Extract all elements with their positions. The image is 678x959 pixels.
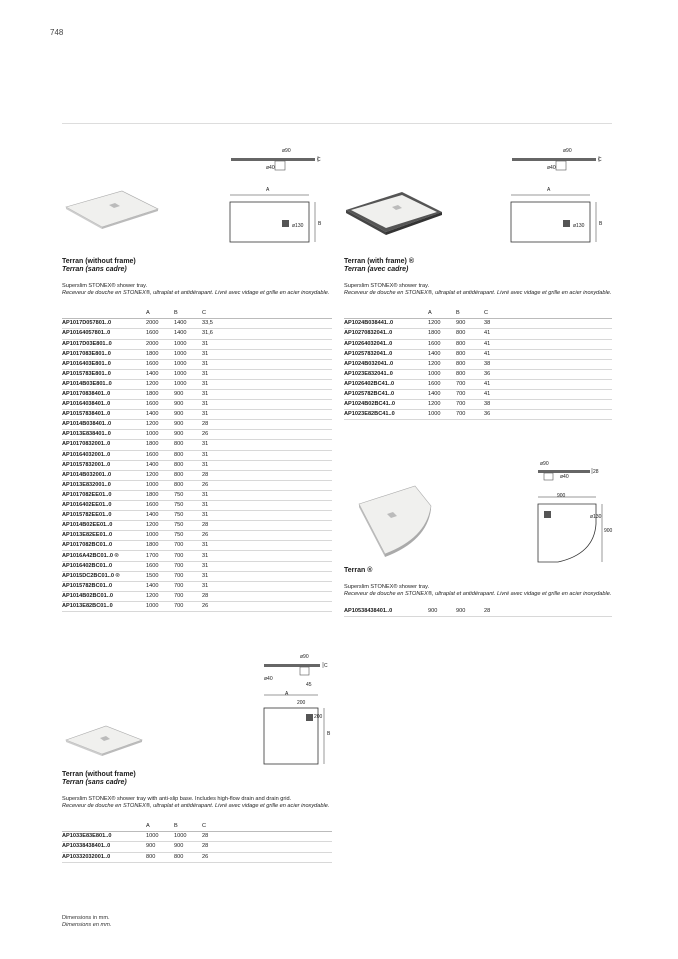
dimension-cell: 38 — [484, 359, 612, 369]
dimension-cell: 31 — [202, 490, 332, 500]
product-code: AP1014B03E801..0 — [62, 379, 146, 389]
dimension-cell: 1000 — [146, 601, 174, 611]
dimension-cell: 750 — [174, 511, 202, 521]
table-row — [62, 490, 332, 500]
section-title: Terran (without frame) — [62, 258, 136, 265]
dimension-cell: 26 — [202, 430, 332, 440]
dimension-cell: 700 — [174, 601, 202, 611]
dimension-cell: 700 — [174, 561, 202, 571]
section-terran-without-frame — [62, 258, 332, 612]
dimension-cell: 31 — [202, 460, 332, 470]
product-code: AP1025782BC41..0 — [344, 389, 428, 399]
table-row — [62, 551, 332, 561]
product-code: AP10270832041..0 — [344, 329, 428, 339]
dimension-cell: 800 — [174, 470, 202, 480]
square-tray-illustration — [64, 722, 144, 758]
table-row — [344, 359, 612, 369]
dimension-cell: 1400 — [174, 329, 202, 339]
dim-d40-4: ø40 — [264, 676, 273, 682]
dimension-cell: 31 — [202, 551, 332, 561]
product-code: AP1016402EE01..0 — [62, 501, 146, 511]
table-row — [344, 349, 612, 359]
product-code: AP1013E82BC01..0 — [62, 601, 146, 611]
dimension-cell: 1400 — [428, 389, 456, 399]
dim-d90-3: ø90 — [540, 461, 549, 467]
product-code: AP1015782BC01..0 — [62, 581, 146, 591]
dimension-cell: 800 — [174, 852, 202, 862]
dim-200-side: 200 — [314, 714, 323, 720]
dimension-cell: 31 — [202, 440, 332, 450]
dimension-cell: 31 — [202, 511, 332, 521]
product-code: AP10164057801..0 — [62, 329, 146, 339]
dimension-cell: 26 — [202, 601, 332, 611]
dimension-cell: 900 — [174, 389, 202, 399]
dimension-cell: 31 — [202, 389, 332, 399]
product-code: AP1013E838401..0 — [62, 430, 146, 440]
dimension-cell: 1600 — [146, 450, 174, 460]
product-code: AP1014B02EE01..0 — [62, 521, 146, 531]
dimension-cell: 700 — [456, 379, 484, 389]
table-row — [62, 480, 332, 490]
dimension-cell: 1000 — [174, 349, 202, 359]
dim-c: C — [317, 157, 321, 163]
table-row — [62, 852, 332, 862]
product-code: AP1014B02BC01..0 — [62, 591, 146, 601]
table-row — [62, 319, 332, 329]
product-code: AP10538438401..0 — [344, 607, 428, 617]
product-code: AP10157838401..0 — [62, 410, 146, 420]
dimension-cell: 1000 — [428, 410, 456, 420]
section-terran-square — [62, 771, 332, 863]
dim-d130-2: ø130 — [573, 223, 585, 229]
dimension-cell: 800 — [456, 339, 484, 349]
dimension-cell: 31 — [202, 369, 332, 379]
product-code: AP1017082EE01..0 — [62, 490, 146, 500]
dim-a: A — [266, 187, 270, 193]
table-row — [62, 561, 332, 571]
product-code: AP1017D03E801..0 — [62, 339, 146, 349]
dimension-cell: 900 — [174, 410, 202, 420]
dimension-cell: 31 — [202, 581, 332, 591]
dim-a-2: A — [547, 187, 551, 193]
product-code: AP1015782EE01..0 — [62, 511, 146, 521]
product-code: AP10332032001..0 — [62, 852, 146, 862]
dim-d90-2: ø90 — [563, 148, 572, 154]
dimension-cell: 1400 — [146, 369, 174, 379]
dimension-cell: 700 — [456, 400, 484, 410]
profile-drawing — [229, 150, 324, 176]
dimension-cell: 1800 — [146, 490, 174, 500]
square-profile-drawing — [262, 656, 332, 688]
product-code: AP1017082BC01..0 — [62, 541, 146, 551]
dimension-cell: 750 — [174, 490, 202, 500]
table-row — [344, 339, 612, 349]
table-row — [62, 531, 332, 541]
tray-illustration — [62, 185, 162, 235]
dimension-cell: 28 — [202, 591, 332, 601]
dimension-cell: 31 — [202, 561, 332, 571]
dimension-cell: 1000 — [146, 832, 174, 842]
product-code: AP1017083E801..0 — [62, 349, 146, 359]
table-row — [62, 420, 332, 430]
dimension-cell: 1600 — [146, 400, 174, 410]
page-number: 748 — [50, 28, 64, 37]
table-row — [62, 430, 332, 440]
dimension-cell: 31 — [202, 410, 332, 420]
table-row — [344, 329, 612, 339]
dim-d90-4: ø90 — [300, 654, 309, 660]
table-row — [62, 369, 332, 379]
dimension-cell: 700 — [174, 551, 202, 561]
dimension-cell: 31 — [202, 571, 332, 581]
table-row — [344, 379, 612, 389]
dimension-cell: 900 — [146, 842, 174, 852]
dimension-cell: 28 — [202, 832, 332, 842]
dimension-cell: 900 — [456, 319, 484, 329]
dimension-cell: 1000 — [174, 832, 202, 842]
product-code: AP1023E82BC41..0 — [344, 410, 428, 420]
dimension-cell: 700 — [174, 541, 202, 551]
product-table: A B C AP1017D057801..0 2000 1400 33,5 AP10164057801..0 1600 1400 31,6 AP1017D03E801..0 2000 1000 31 AP1017083E801..0 1800 1000 31 AP1016403E801..0 1600 1000 31 AP1015783E801..0 1400 1000 31 AP1014B03E801..0 1200 1000 31 AP10170838401..0 1800 900 31 AP10164038401..0 1600 900 31 AP10157838401..0 1400 900 31 AP1014B038401..0 1200 900 28 AP1013E838401..0 1000 900 26 AP10170832001..0 1800 800 31 AP10164032001..0 1600 800 31 AP10157832001..0 1400 800 31 AP1014B032001..0 1200 800 28 AP1013E832001..0 1000 800 26 AP1017082EE01..0 1800 750 31 AP1016402EE01..0 1600 750 31 AP1015782EE01..0 1400 750 31 AP1014B02EE01..0 1200 750 28 AP1013E82EE01..0 1000 750 26 AP1017082BC01..0 1800 700 31 AP1016A42BC01..0 ® 1700 700 31 AP1016402BC01..0 1600 700 31 AP1015DC2BC01..0 ® 1500 700 31 AP1015782BC01..0 1400 700 31 AP1014B02BC01..0 1200 700 28 AP1013E82BC01..0 1000 700 26 — [62, 308, 332, 612]
dimension-cell: 38 — [484, 319, 612, 329]
dimension-cell: 1200 — [146, 591, 174, 601]
section-title-fr: Terran (sans cadre) — [62, 779, 127, 786]
dim-a-4: A — [285, 691, 289, 697]
table-row — [62, 410, 332, 420]
product-table: A B C AP1024B038441..0 1200 900 38 AP10270832041..0 1800 800 41 AP10264032041..0 1600 800 41 AP10257832041..0 1400 800 41 AP1024B032041..0 1200 800 38 AP1023E832041..0 1000 800 36 AP1026402BC41..0 1600 700 41 AP1025782BC41..0 1400 700 41 AP1024B02BC41..0 1200 700 38 AP1023E82BC41..0 1000 700 36 — [344, 308, 612, 420]
dimension-cell: 800 — [146, 852, 174, 862]
dimension-cell: 700 — [456, 389, 484, 399]
table-row — [62, 571, 332, 581]
dimension-cell: 1200 — [428, 319, 456, 329]
dimension-cell: 900 — [174, 420, 202, 430]
section-title-fr: Terran (sans cadre) — [62, 266, 127, 273]
dimension-cell: 1400 — [174, 319, 202, 329]
product-code: AP10164032001..0 — [62, 450, 146, 460]
table-row — [344, 607, 612, 617]
dimension-cell: 1800 — [428, 329, 456, 339]
dimension-cell: 700 — [174, 571, 202, 581]
dimension-cell: 1800 — [146, 349, 174, 359]
dimension-cell: 41 — [484, 379, 612, 389]
dim-45: 45 — [306, 682, 312, 688]
dim-b: B — [318, 221, 322, 227]
profile-drawing-2 — [510, 150, 605, 176]
dimension-cell: 1000 — [146, 480, 174, 490]
tray-with-frame-illustration — [344, 188, 444, 238]
dimension-cell: 38 — [484, 400, 612, 410]
dimension-cell: 1400 — [428, 349, 456, 359]
product-code: AP1015783E801..0 — [62, 369, 146, 379]
dimension-cell: 31 — [202, 400, 332, 410]
product-code: AP1015DC2BC01..0 ® — [62, 571, 146, 581]
dimension-cell: 1000 — [174, 369, 202, 379]
dimension-cell: 41 — [484, 389, 612, 399]
dimension-cell: 26 — [202, 852, 332, 862]
quadrant-tray-illustration — [355, 484, 435, 559]
dimension-cell: 28 — [202, 420, 332, 430]
dim-900-top: 900 — [557, 493, 566, 499]
dimension-cell: 900 — [428, 607, 456, 617]
product-table: A B C AP1033E83E801..0 1000 1000 28 AP10338438401..0 900 900 28 AP10332032001..0 800 800 26 — [62, 821, 332, 863]
dimension-cell: 1800 — [146, 389, 174, 399]
product-code: AP1026402BC41..0 — [344, 379, 428, 389]
table-row — [62, 501, 332, 511]
table-row — [62, 450, 332, 460]
table-row — [62, 349, 332, 359]
dimension-cell: 1400 — [146, 410, 174, 420]
dimension-cell: 28 — [484, 607, 612, 617]
product-code: AP1024B038441..0 — [344, 319, 428, 329]
divider — [62, 123, 612, 124]
table-row — [62, 511, 332, 521]
dimension-cell: 700 — [456, 410, 484, 420]
product-code: AP1024B032041..0 — [344, 359, 428, 369]
dim-200-top: 200 — [297, 700, 306, 706]
quadrant-plan-drawing — [536, 494, 611, 564]
table-row — [62, 601, 332, 611]
dimension-cell: 800 — [174, 450, 202, 460]
product-code: AP10257832041..0 — [344, 349, 428, 359]
dimension-cell: 750 — [174, 531, 202, 541]
product-code: AP10157832001..0 — [62, 460, 146, 470]
table-row — [62, 521, 332, 531]
dimension-cell: 800 — [174, 460, 202, 470]
dimension-cell: 800 — [456, 359, 484, 369]
dimension-cell: 1000 — [146, 531, 174, 541]
dimension-cell: 1600 — [428, 379, 456, 389]
dim-d90: ø90 — [282, 148, 291, 154]
dimension-cell: 750 — [174, 521, 202, 531]
dimension-cell: 1200 — [146, 379, 174, 389]
dimension-cell: 900 — [174, 430, 202, 440]
table-row — [62, 581, 332, 591]
dimension-cell: 41 — [484, 339, 612, 349]
section-description: Superslim STONEX® shower tray. Receveur de douche en STONEX®, ultraplat et antidérapant. Livré avec vidage et grille en acier inoxydable. — [62, 283, 330, 297]
table-row — [344, 369, 612, 379]
table-row — [62, 440, 332, 450]
dimension-cell: 1500 — [146, 571, 174, 581]
dimension-cell: 2000 — [146, 339, 174, 349]
product-code: AP10170832001..0 — [62, 440, 146, 450]
dimension-cell: 1600 — [146, 561, 174, 571]
table-row — [344, 400, 612, 410]
dimension-cell: 800 — [456, 369, 484, 379]
dim-d130: ø130 — [292, 223, 304, 229]
product-code: AP10164038401..0 — [62, 400, 146, 410]
dim-d130-3: ø130 — [590, 514, 602, 520]
plan-drawing — [229, 192, 329, 252]
table-row — [344, 410, 612, 420]
table-row — [62, 591, 332, 601]
dimension-cell: 1000 — [428, 369, 456, 379]
dimension-cell: 31 — [202, 339, 332, 349]
dim-900-side: 900 — [604, 528, 613, 534]
product-code: AP1013E832001..0 — [62, 480, 146, 490]
product-code: AP1023E832041..0 — [344, 369, 428, 379]
section-title: Terran ® — [344, 567, 373, 574]
dimension-cell: 1700 — [146, 551, 174, 561]
dimension-cell: 1000 — [174, 359, 202, 369]
section-description: Superslim STONEX® shower tray. Receveur de douche en STONEX®, ultraplat et antidérapant. Livré avec vidage et grille en acier inoxydable. — [344, 584, 612, 598]
dimension-cell: 36 — [484, 410, 612, 420]
product-code: AP1014B038401..0 — [62, 420, 146, 430]
dim-d40-3: ø40 — [560, 474, 569, 480]
table-row — [62, 339, 332, 349]
dim-c-4: C — [324, 663, 328, 669]
table-row — [344, 389, 612, 399]
dimension-cell: 800 — [456, 329, 484, 339]
table-row — [62, 359, 332, 369]
dimension-cell: 31 — [202, 359, 332, 369]
dimension-cell: 1600 — [146, 359, 174, 369]
dim-d40: ø40 — [266, 165, 275, 171]
dimension-cell: 1200 — [146, 420, 174, 430]
dimension-cell: 1200 — [146, 521, 174, 531]
dimension-cell: 36 — [484, 369, 612, 379]
table-row — [62, 389, 332, 399]
footer-note: Dimensions in mm. Dimensions en mm. — [62, 915, 112, 928]
section-terran-quadrant — [344, 567, 612, 617]
dimension-cell: 31 — [202, 349, 332, 359]
dimension-cell: 1000 — [174, 379, 202, 389]
dimension-cell: 800 — [174, 480, 202, 490]
dimension-cell: 31 — [202, 379, 332, 389]
table-row — [62, 541, 332, 551]
dimension-cell: 41 — [484, 329, 612, 339]
table-row — [62, 842, 332, 852]
dimension-cell: 41 — [484, 349, 612, 359]
dimension-cell: 1600 — [146, 501, 174, 511]
dimension-cell: 26 — [202, 531, 332, 541]
product-code: AP1016403E801..0 — [62, 359, 146, 369]
section-title: Terran (with frame) ® — [344, 258, 414, 265]
dimension-cell: 28 — [202, 521, 332, 531]
dimension-cell: 28 — [202, 470, 332, 480]
table-row — [62, 460, 332, 470]
dimension-cell: 2000 — [146, 319, 174, 329]
product-code: AP1016A42BC01..0 ® — [62, 551, 146, 561]
dimension-cell: 31,6 — [202, 329, 332, 339]
product-code: AP1024B02BC41..0 — [344, 400, 428, 410]
product-code: AP10338438401..0 — [62, 842, 146, 852]
dimension-cell: 1800 — [146, 541, 174, 551]
dimension-cell: 1200 — [428, 359, 456, 369]
dimension-cell: 800 — [456, 349, 484, 359]
dimension-cell: 1200 — [428, 400, 456, 410]
section-title-fr: Terran (avec cadre) — [344, 266, 409, 273]
dimension-cell: 1800 — [146, 440, 174, 450]
dimension-cell: 26 — [202, 480, 332, 490]
dimension-cell: 800 — [174, 440, 202, 450]
dimension-cell: 1400 — [146, 581, 174, 591]
product-code: AP1014B032001..0 — [62, 470, 146, 480]
section-description: Superslim STONEX® shower tray with anti-slip base. Includes high-flow drain and drain grid. Receveur de douche en STONEX®, ultraplat et antidérapant. Livré avec vidage et grille en acier inoxydable. — [62, 796, 330, 810]
dimension-cell: 900 — [456, 607, 484, 617]
table-row — [62, 379, 332, 389]
dim-d40-2: ø40 — [547, 165, 556, 171]
table-row — [62, 329, 332, 339]
dimension-cell: 700 — [174, 591, 202, 601]
dimension-cell: 750 — [174, 501, 202, 511]
dimension-cell: 31 — [202, 501, 332, 511]
table-row — [344, 319, 612, 329]
dimension-cell: 1600 — [146, 329, 174, 339]
plan-drawing-2 — [510, 192, 610, 252]
dimension-cell: 33,5 — [202, 319, 332, 329]
dimension-cell: 28 — [202, 842, 332, 852]
table-row — [62, 400, 332, 410]
dimension-cell: 1200 — [146, 470, 174, 480]
dimension-cell: 1000 — [146, 430, 174, 440]
dimension-cell: 1600 — [428, 339, 456, 349]
section-terran-with-frame — [344, 258, 612, 420]
dim-b-2: B — [599, 221, 603, 227]
dim-c-2: C — [598, 157, 602, 163]
dimension-cell: 900 — [174, 400, 202, 410]
table-row — [62, 470, 332, 480]
dimension-cell: 31 — [202, 541, 332, 551]
product-code: AP10264032041..0 — [344, 339, 428, 349]
dimension-cell: 1400 — [146, 460, 174, 470]
dimension-cell: 700 — [174, 581, 202, 591]
dim-28: 28 — [593, 469, 599, 475]
dimension-cell: 31 — [202, 450, 332, 460]
section-title: Terran (without frame) — [62, 771, 136, 778]
dimension-cell: 1000 — [174, 339, 202, 349]
dimension-cell: 900 — [174, 842, 202, 852]
product-code: AP1016402BC01..0 — [62, 561, 146, 571]
dim-b-4: B — [327, 731, 331, 737]
dimension-cell: 1400 — [146, 511, 174, 521]
product-code: AP1013E82EE01..0 — [62, 531, 146, 541]
product-code: AP1033E83E801..0 — [62, 832, 146, 842]
table-row — [62, 832, 332, 842]
product-code: AP1017D057801..0 — [62, 319, 146, 329]
section-description: Superslim STONEX® shower tray. Receveur de douche en STONEX®, ultraplat et antidérapant. Livré avec vidage et grille en acier inoxydable. — [344, 283, 612, 297]
product-code: AP10170838401..0 — [62, 389, 146, 399]
product-table — [344, 607, 612, 618]
